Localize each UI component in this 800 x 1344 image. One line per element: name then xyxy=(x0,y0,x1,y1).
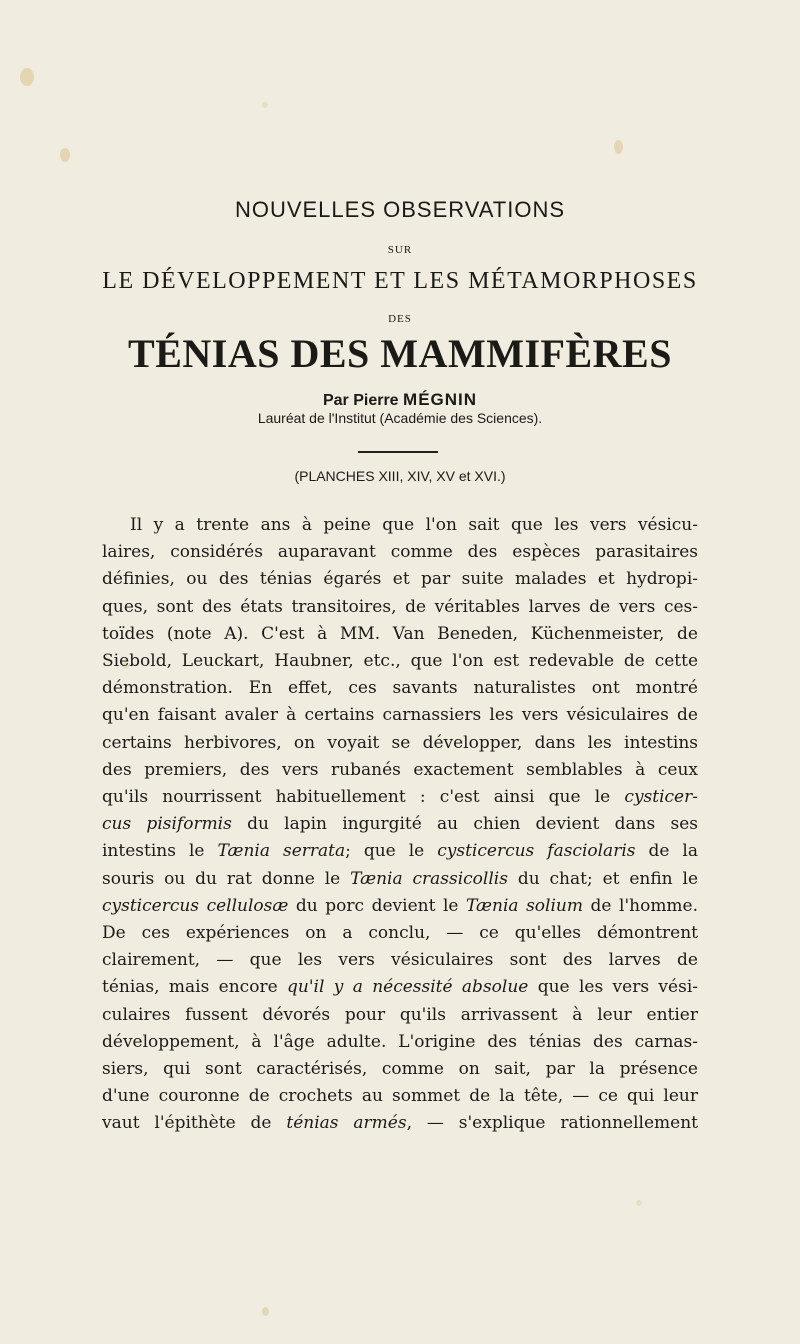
text-line xyxy=(102,1110,698,1137)
title-main: TÉNIAS DES MAMMIFÈRES xyxy=(128,331,672,376)
taxon-name: Tænia serrata xyxy=(217,841,346,862)
taxon-name: Tænia solium xyxy=(466,895,583,916)
text-run: de l'homme. xyxy=(582,895,699,916)
emphasis-text: ténias armés xyxy=(286,1113,407,1134)
text-line: toïdes (note A). C'est à MM. Van Beneden, Küchenmeister, de xyxy=(102,623,698,644)
author-affiliation: Lauréat de l'Institut (Académie des Sciences). xyxy=(257,410,543,426)
text-line: Il y a trente ans à peine que l'on sait que les vers vésicu- xyxy=(130,515,698,535)
taxon-name: cus pisiformis xyxy=(102,814,232,835)
text-line xyxy=(102,893,698,920)
taxon-name: cysticercus fasciolaris xyxy=(437,841,636,862)
text-line: certains herbivores, on voyait se développer, dans les intestins xyxy=(102,732,698,753)
text-line: des premiers, des vers rubanés exactement semblables à ceux xyxy=(102,759,698,780)
text-line: d'une couronne de crochets au sommet de la tête, — ce qui leur xyxy=(102,1086,698,1107)
body-paragraph xyxy=(102,512,698,1138)
text-run: vaut l'épithète de xyxy=(102,1113,287,1134)
text-line: laires, considérés auparavant comme des espèces parasitaires xyxy=(102,542,698,563)
taxon-name: Tænia crassicollis xyxy=(350,868,508,889)
text-line: clairement, — que les vers vésiculaires sont des larves de xyxy=(102,950,698,971)
text-run: qu'ils nourrissent habituellement : c'est ainsi que le xyxy=(102,787,625,808)
text-line: De ces expériences on a conclu, — ce qu'elles démontrent xyxy=(102,923,698,944)
foxing-spot xyxy=(614,140,623,154)
author-line xyxy=(0,390,800,410)
taxon-name: cysticercus cellulosæ xyxy=(102,895,289,916)
text-line xyxy=(102,838,698,865)
text-run: du lapin ingurgité au chien devient dans ses xyxy=(231,814,699,835)
text-line: développement, à l'âge adulte. L'origine des ténias des carnas- xyxy=(102,1031,698,1052)
text-line: qu'en faisant avaler à certains carnassiers les vers vésiculaires de xyxy=(102,705,698,726)
text-line xyxy=(102,974,698,1001)
foxing-spot xyxy=(636,1200,642,1206)
title-line-2: SUR xyxy=(387,244,413,256)
title-line-1: NOUVELLES OBSERVATIONS xyxy=(234,197,566,222)
plates-reference: (PLANCHES XIII, XIV, XV et XVI.) xyxy=(294,468,506,484)
foxing-spot xyxy=(20,68,34,86)
text-run: souris ou du rat donne le xyxy=(102,868,351,889)
text-line xyxy=(102,866,698,893)
separator-rule xyxy=(358,451,438,453)
author-prefix: Par Pierre xyxy=(322,392,399,409)
title-line-4: DES xyxy=(388,313,412,325)
text-run: de la xyxy=(635,841,699,862)
emphasis-text: qu'il y a nécessité absolue xyxy=(287,977,529,998)
text-line: démonstration. En effet, ces savants naturalistes ont montré xyxy=(102,678,698,699)
author-name: MÉGNIN xyxy=(403,390,478,409)
text-run: du porc devient le xyxy=(288,895,467,916)
text-run: , — s'explique rationnellement xyxy=(406,1113,698,1134)
text-line xyxy=(102,811,698,838)
text-line: Siebold, Leuckart, Haubner, etc., que l'on est redevable de cette xyxy=(102,651,698,672)
taxon-name: cysticer- xyxy=(624,787,698,808)
text-line: définies, ou des ténias égarés et par suite malades et hydropi- xyxy=(102,569,698,590)
text-run: ténias, mais encore xyxy=(102,977,287,998)
text-line: ques, sont des états transitoires, de véritables larves de vers ces- xyxy=(102,596,698,617)
text-run: ; que le xyxy=(345,841,438,862)
text-run: que les vers vési- xyxy=(528,977,698,998)
foxing-spot xyxy=(60,148,70,162)
text-line: siers, qui sont caractérisés, comme on sait, par la présence xyxy=(102,1059,698,1080)
foxing-spot xyxy=(262,102,268,108)
text-run: intestins le xyxy=(102,841,218,862)
title-line-3: LE DÉVELOPPEMENT ET LES MÉTAMORPHOSES xyxy=(102,268,698,294)
text-line xyxy=(102,784,698,811)
foxing-spot xyxy=(262,1307,269,1316)
text-line: culaires fussent dévorés pour qu'ils arrivassent à leur entier xyxy=(102,1004,698,1025)
text-run: du chat; et enfin le xyxy=(507,868,699,889)
